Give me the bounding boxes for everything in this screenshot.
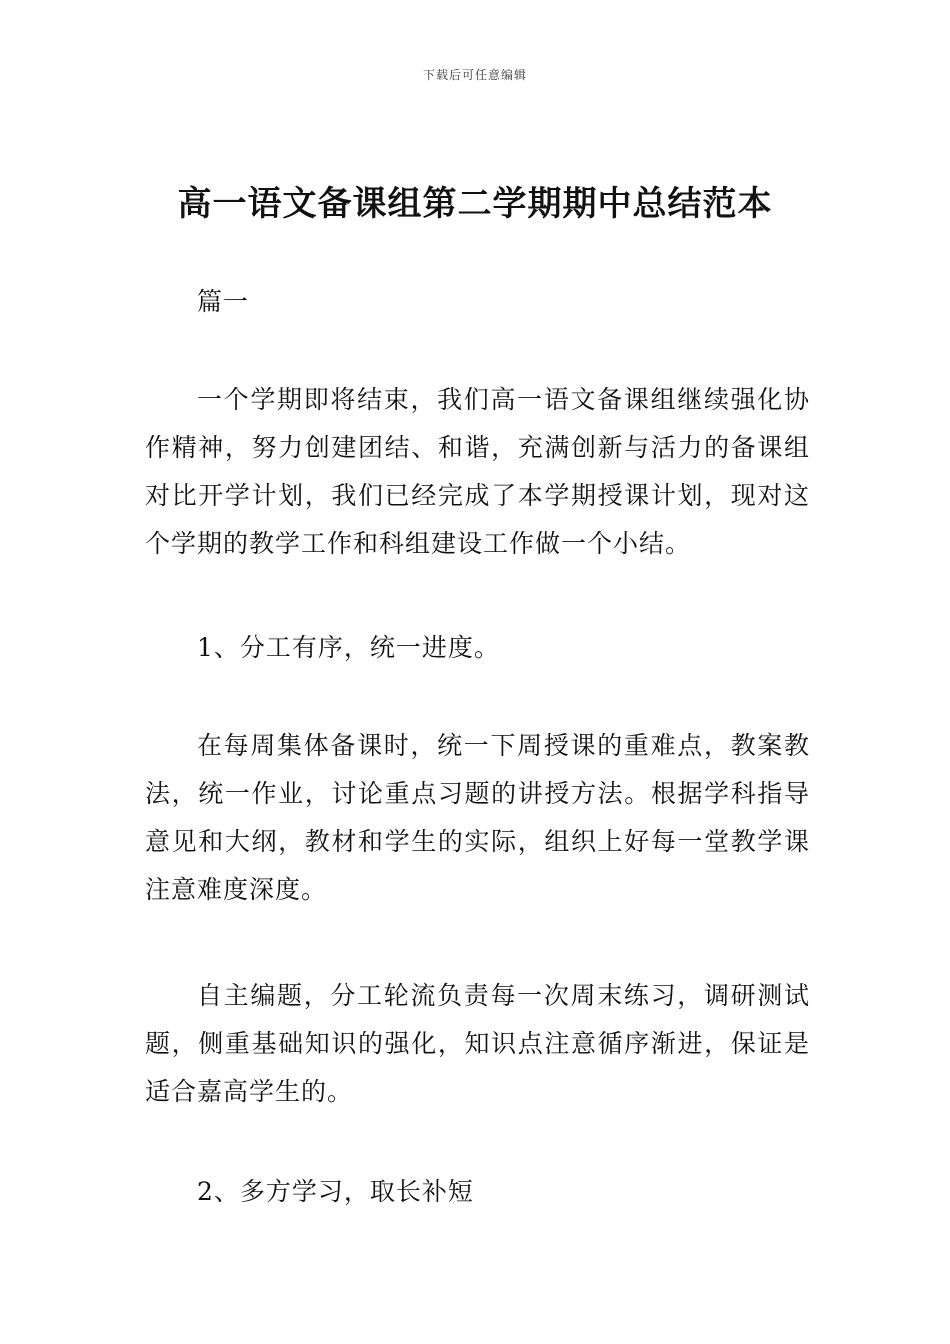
heading-item-1: 1、分工有序，统一进度。 xyxy=(197,633,500,662)
section-label: 篇一 xyxy=(197,287,250,316)
document-title: 高一语文备课组第二学期期中总结范本 xyxy=(177,184,773,224)
header-note: 下载后可任意编辑 xyxy=(422,68,527,82)
paragraph-self-compiled: 自主编题，分工轮流负责每一次周末练习，调研测试题，侧重基础知识的强化，知识点注意循序渐进，保证是适合嘉高学生的。 xyxy=(145,981,810,1106)
paragraph-intro: 一个学期即将结束，我们高一语文备课组继续强化协作精神，努力创建团结、和谐，充满创新与活力的备课组对比开学计划，我们已经完成了本学期授课计划，现对这个学期的教学工作和科组建设工作做一个小结。 xyxy=(145,385,810,558)
paragraph-lesson-prep: 在每周集体备课时，统一下周授课的重难点，教案教法，统一作业，讨论重点习题的讲授方法。根据学科指导意见和大纲，教材和学生的实际，组织上好每一堂教学课注意难度深度。 xyxy=(145,731,810,904)
heading-item-2: 2、多方学习，取长补短 xyxy=(197,1177,474,1206)
